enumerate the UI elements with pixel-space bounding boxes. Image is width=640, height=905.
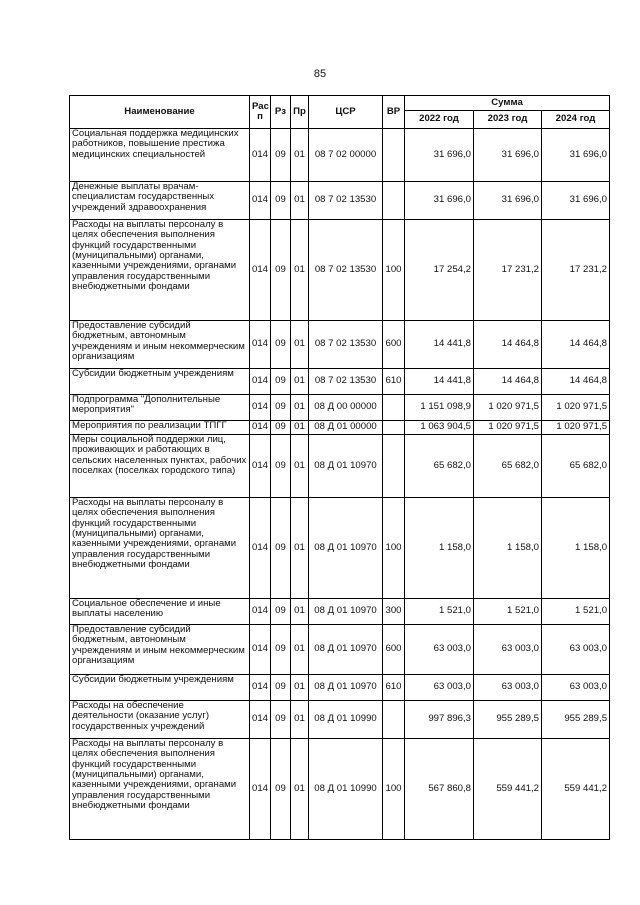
row-sum-2023: 14 464,8 (474, 369, 542, 395)
row-rz: 09 (271, 599, 291, 625)
row-sum-2022: 31 696,0 (405, 182, 474, 220)
row-sum-2023: 17 231,2 (474, 220, 542, 321)
row-vr (383, 701, 405, 739)
row-sum-2022: 1 521,0 (405, 599, 474, 625)
row-sum-2024: 1 521,0 (542, 599, 610, 625)
row-vr: 300 (383, 599, 405, 625)
row-vr: 100 (383, 220, 405, 321)
row-vr (383, 129, 405, 182)
row-sum-2022: 997 896,3 (405, 701, 474, 739)
row-pr: 01 (291, 599, 309, 625)
row-vr (383, 182, 405, 220)
budget-table (69, 95, 610, 840)
row-rz: 09 (271, 321, 291, 369)
header-rasp: Рас п (250, 96, 271, 129)
row-rz: 09 (271, 625, 291, 675)
header-year-2023: 2023 год (474, 111, 542, 129)
row-rz: 09 (271, 182, 291, 220)
row-sum-2024: 955 289,5 (542, 701, 610, 739)
row-rasp: 014 (250, 129, 271, 182)
row-sum-2022: 65 682,0 (405, 435, 474, 498)
table-row (70, 498, 610, 599)
row-csr: 08 Д 01 10970 (309, 498, 383, 599)
row-csr: 08 Д 01 10970 (309, 435, 383, 498)
row-rasp: 014 (250, 369, 271, 395)
header-name: Наименование (70, 96, 250, 129)
row-sum-2022: 1 063 904,5 (405, 421, 474, 435)
row-rz: 09 (271, 498, 291, 599)
row-rz: 09 (271, 435, 291, 498)
row-name: Меры социальной поддержки лиц, проживающих и работающих в сельских населенных пунктах, рабочих поселках (поселках городского типа) (70, 435, 250, 498)
table-row (70, 435, 610, 498)
row-sum-2022: 63 003,0 (405, 625, 474, 675)
row-rz: 09 (271, 675, 291, 701)
row-csr: 08 Д 01 10970 (309, 599, 383, 625)
row-pr: 01 (291, 321, 309, 369)
row-sum-2023: 14 464,8 (474, 321, 542, 369)
table-row (70, 129, 610, 182)
row-csr: 08 Д 00 00000 (309, 395, 383, 421)
row-pr: 01 (291, 421, 309, 435)
row-csr: 08 7 02 13530 (309, 220, 383, 321)
header-year-2024: 2024 год (542, 111, 610, 129)
header-csr: ЦСР (309, 96, 383, 129)
row-vr: 600 (383, 321, 405, 369)
row-rasp: 014 (250, 321, 271, 369)
row-sum-2023: 955 289,5 (474, 701, 542, 739)
row-name: Расходы на выплаты персоналу в целях обеспечения выполнения функций государственными (муниципальными) органами, казенными учреждениями, органами управления государственными внебюджетными фондами (70, 498, 250, 599)
row-sum-2024: 63 003,0 (542, 625, 610, 675)
header-year-2022: 2022 год (405, 111, 474, 129)
row-sum-2024: 31 696,0 (542, 182, 610, 220)
header-rz: Рз (271, 96, 291, 129)
row-sum-2022: 31 696,0 (405, 129, 474, 182)
header-sum: Сумма (405, 96, 610, 111)
table-row (70, 599, 610, 625)
row-csr: 08 Д 01 10970 (309, 625, 383, 675)
row-rz: 09 (271, 369, 291, 395)
row-csr: 08 Д 01 10970 (309, 675, 383, 701)
row-sum-2023: 1 020 971,5 (474, 421, 542, 435)
row-rz: 09 (271, 421, 291, 435)
row-sum-2024: 1 020 971,5 (542, 421, 610, 435)
row-rz: 09 (271, 701, 291, 739)
row-vr (383, 421, 405, 435)
row-sum-2023: 63 003,0 (474, 625, 542, 675)
row-vr: 100 (383, 498, 405, 599)
row-rasp: 014 (250, 599, 271, 625)
row-rasp: 014 (250, 498, 271, 599)
row-vr (383, 435, 405, 498)
row-sum-2022: 17 254,2 (405, 220, 474, 321)
header-pr: Пр (291, 96, 309, 129)
table-row (70, 182, 610, 220)
row-sum-2023: 559 441,2 (474, 739, 542, 840)
row-sum-2024: 63 003,0 (542, 675, 610, 701)
row-sum-2022: 567 860,8 (405, 739, 474, 840)
row-sum-2024: 559 441,2 (542, 739, 610, 840)
row-rz: 09 (271, 129, 291, 182)
row-sum-2022: 1 151 098,9 (405, 395, 474, 421)
row-rasp: 014 (250, 701, 271, 739)
row-sum-2023: 1 020 971,5 (474, 395, 542, 421)
row-csr: 08 Д 01 10990 (309, 701, 383, 739)
row-name: Расходы на обеспечение деятельности (оказание услуг) государственных учреждений (70, 701, 250, 739)
row-name: Расходы на выплаты персоналу в целях обеспечения выполнения функций государственными (муниципальными) органами, казенными учреждениями, органами управления государственными внебюджетными фондами (70, 220, 250, 321)
row-sum-2023: 1 158,0 (474, 498, 542, 599)
row-sum-2024: 14 464,8 (542, 369, 610, 395)
row-pr: 01 (291, 369, 309, 395)
row-vr (383, 395, 405, 421)
row-pr: 01 (291, 220, 309, 321)
row-pr: 01 (291, 395, 309, 421)
row-rz: 09 (271, 739, 291, 840)
row-csr: 08 7 02 13530 (309, 369, 383, 395)
row-name: Мероприятия по реализации ТПГГ (70, 421, 250, 435)
table-row (70, 739, 610, 840)
row-sum-2022: 1 158,0 (405, 498, 474, 599)
row-rasp: 014 (250, 421, 271, 435)
row-sum-2024: 65 682,0 (542, 435, 610, 498)
table-row (70, 701, 610, 739)
row-pr: 01 (291, 498, 309, 599)
row-pr: 01 (291, 701, 309, 739)
row-pr: 01 (291, 129, 309, 182)
table-row (70, 625, 610, 675)
row-vr: 610 (383, 675, 405, 701)
row-sum-2024: 17 231,2 (542, 220, 610, 321)
row-rasp: 014 (250, 675, 271, 701)
row-sum-2024: 31 696,0 (542, 129, 610, 182)
row-sum-2023: 31 696,0 (474, 129, 542, 182)
row-name: Подпрограмма "Дополнительные мероприятия" (70, 395, 250, 421)
row-vr: 600 (383, 625, 405, 675)
row-sum-2024: 1 158,0 (542, 498, 610, 599)
row-sum-2024: 14 464,8 (542, 321, 610, 369)
row-pr: 01 (291, 435, 309, 498)
table-row (70, 369, 610, 395)
row-name: Предоставление субсидий бюджетным, автономным учреждениям и иным некоммерческим организациям (70, 321, 250, 369)
row-vr: 610 (383, 369, 405, 395)
row-vr: 100 (383, 739, 405, 840)
row-rasp: 014 (250, 625, 271, 675)
row-sum-2023: 63 003,0 (474, 675, 542, 701)
row-sum-2023: 65 682,0 (474, 435, 542, 498)
row-sum-2023: 1 521,0 (474, 599, 542, 625)
row-sum-2023: 31 696,0 (474, 182, 542, 220)
row-rasp: 014 (250, 435, 271, 498)
table-row (70, 321, 610, 369)
row-name: Социальное обеспечение и иные выплаты населению (70, 599, 250, 625)
table-row (70, 220, 610, 321)
row-csr: 08 Д 01 10990 (309, 739, 383, 840)
row-name: Предоставление субсидий бюджетным, автономным учреждениям и иным некоммерческим организациям (70, 625, 250, 675)
page-number: 85 (313, 68, 327, 80)
row-sum-2022: 63 003,0 (405, 675, 474, 701)
row-pr: 01 (291, 739, 309, 840)
row-rasp: 014 (250, 182, 271, 220)
row-rz: 09 (271, 220, 291, 321)
row-csr: 08 7 02 13530 (309, 182, 383, 220)
row-name: Субсидии бюджетным учреждениям (70, 369, 250, 395)
row-rasp: 014 (250, 739, 271, 840)
row-name: Расходы на выплаты персоналу в целях обеспечения выполнения функций государственными (муниципальными) органами, казенными учреждениями, органами управления государственными внебюджетными фондами (70, 739, 250, 840)
row-sum-2024: 1 020 971,5 (542, 395, 610, 421)
row-csr: 08 7 02 00000 (309, 129, 383, 182)
table-row (70, 395, 610, 421)
row-csr: 08 Д 01 00000 (309, 421, 383, 435)
row-sum-2022: 14 441,8 (405, 321, 474, 369)
row-name: Денежные выплаты врачам-специалистам государственных учреждений здравоохранения (70, 182, 250, 220)
row-pr: 01 (291, 625, 309, 675)
row-rasp: 014 (250, 395, 271, 421)
row-name: Социальная поддержка медицинских работников, повышение престижа медицинских специальностей (70, 129, 250, 182)
row-pr: 01 (291, 182, 309, 220)
table-row (70, 675, 610, 701)
header-row-top (70, 96, 610, 111)
row-sum-2022: 14 441,8 (405, 369, 474, 395)
row-rz: 09 (271, 395, 291, 421)
row-pr: 01 (291, 675, 309, 701)
row-csr: 08 7 02 13530 (309, 321, 383, 369)
row-rasp: 014 (250, 220, 271, 321)
row-name: Субсидии бюджетным учреждениям (70, 675, 250, 701)
table-row (70, 421, 610, 435)
header-vr: ВР (383, 96, 405, 129)
